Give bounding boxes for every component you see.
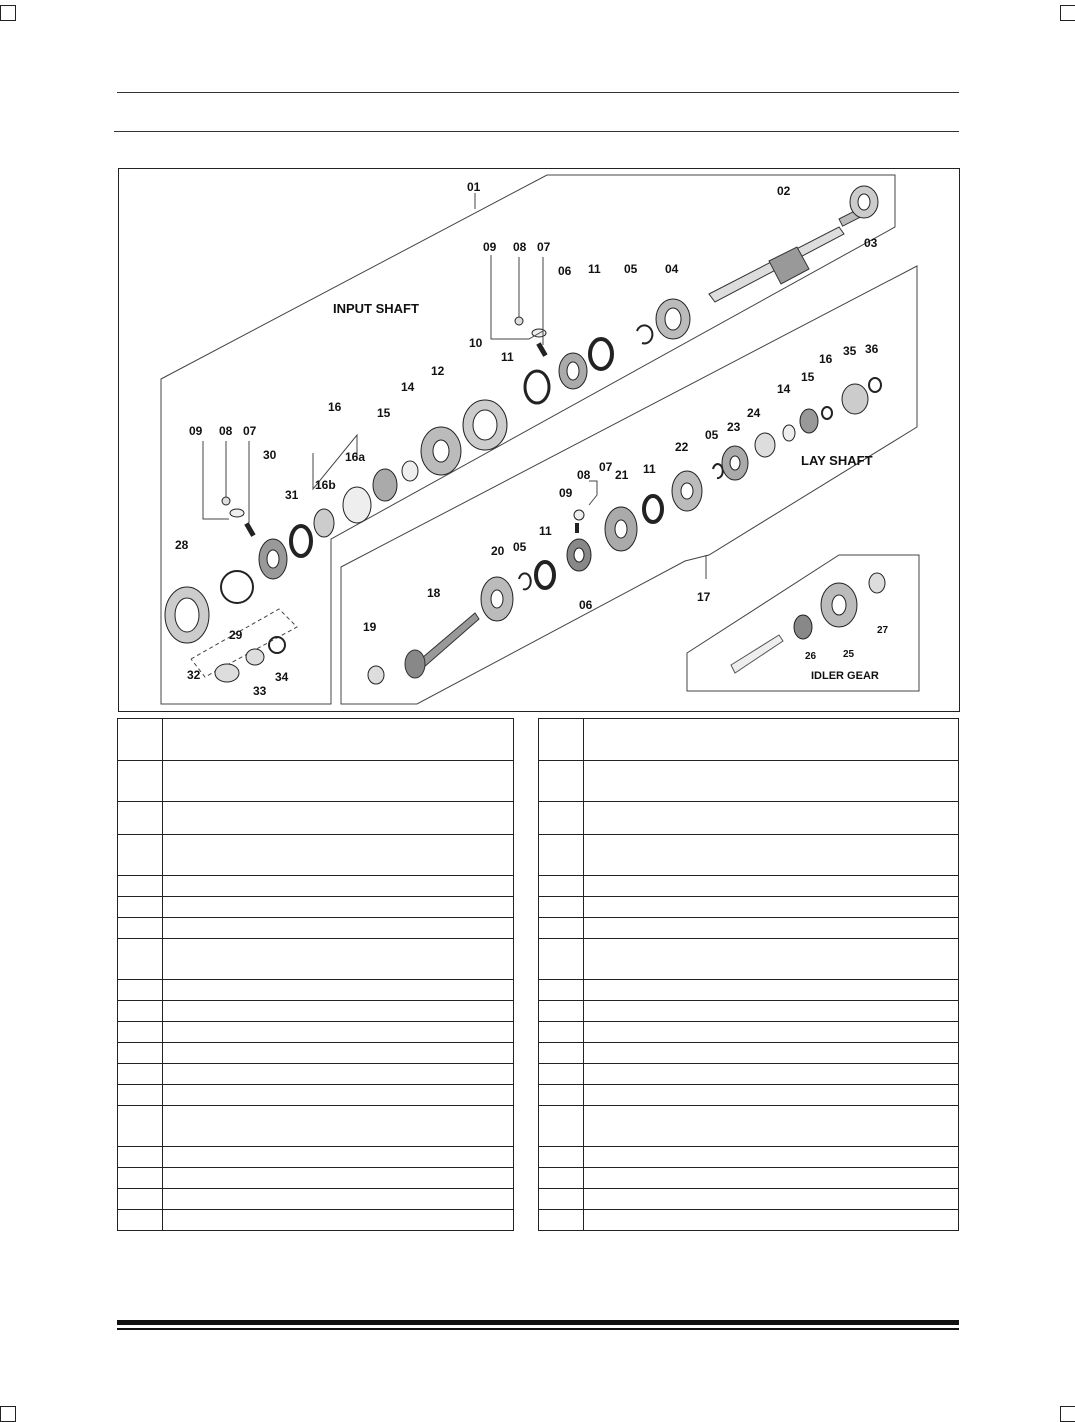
- callout-07: 07: [537, 240, 551, 254]
- callout-34: 34: [275, 670, 289, 684]
- washer-14: [402, 461, 418, 481]
- gear-04: [656, 299, 690, 339]
- bushing-32: [215, 664, 239, 682]
- bearing-15-lay: [800, 409, 818, 433]
- callout-16: 16: [328, 400, 342, 414]
- callout-08b: 08: [219, 424, 233, 438]
- sync-hub-06: [559, 353, 587, 389]
- callout-29: 29: [229, 628, 243, 642]
- footer-rule-thick: [117, 1320, 959, 1325]
- callout-21: 21: [615, 468, 629, 482]
- ring-16-lay: [822, 407, 832, 419]
- callout-31: 31: [285, 488, 299, 502]
- sync-ring-11: [590, 339, 612, 369]
- callout-30: 30: [263, 448, 277, 462]
- idler-gear-25: [821, 583, 857, 627]
- callout-07-lay: 07: [599, 460, 613, 474]
- callout-27: 27: [877, 625, 889, 636]
- ball-08: [515, 317, 523, 325]
- callout-23: 23: [727, 420, 741, 434]
- exploded-diagram: [118, 168, 960, 712]
- callout-11b: 11: [501, 350, 514, 364]
- label-input-shaft: INPUT SHAFT: [333, 301, 419, 316]
- callout-09-lay: 09: [559, 486, 573, 500]
- callout-35: 35: [843, 344, 857, 358]
- lay-shaft-panel: [341, 266, 917, 704]
- gear-12: [421, 427, 461, 475]
- callout-11-lay-b: 11: [643, 462, 656, 476]
- bearing-19: [368, 666, 384, 684]
- callout-01: 01: [467, 180, 481, 194]
- detent-09-lay: [574, 510, 584, 520]
- sync-hub-06-lay: [567, 539, 591, 571]
- callout-11: 11: [588, 262, 601, 276]
- callout-08: 08: [513, 240, 527, 254]
- spring-07: [536, 342, 547, 357]
- crop-mark-bottom-left: [0, 1406, 16, 1422]
- sleeve-28: [165, 587, 209, 643]
- parts-table-left: [117, 718, 514, 1231]
- bushing-27: [869, 573, 885, 593]
- bearing-03: [850, 186, 878, 218]
- lay-shaft-18: [405, 613, 479, 678]
- washer-16a: [343, 487, 371, 523]
- callout-16-lay: 16: [819, 352, 833, 366]
- callout-08-lay: 08: [577, 468, 591, 482]
- sync-ring-11-lay-b: [644, 496, 662, 522]
- callout-05-lay-b: 05: [705, 428, 719, 442]
- callout-36: 36: [865, 342, 879, 356]
- callout-19: 19: [363, 620, 377, 634]
- input-shaft-part: [709, 205, 869, 302]
- parts-table-right: [538, 718, 959, 1231]
- callout-14-lay: 14: [777, 382, 791, 396]
- callout-11-lay: 11: [539, 524, 552, 538]
- circlip-05-lay-b: [713, 464, 723, 478]
- washer-34: [269, 637, 285, 653]
- needle-bearing-26: [794, 615, 812, 639]
- crop-mark-top-right: [1060, 5, 1075, 21]
- nut-36: [869, 378, 881, 392]
- key-09b: [230, 509, 244, 517]
- header-rule-bottom: [114, 131, 959, 132]
- callout-09: 09: [483, 240, 497, 254]
- gear-23: [722, 446, 748, 480]
- bearing-15: [373, 469, 397, 501]
- callout-06-lay: 06: [579, 598, 593, 612]
- callout-10: 10: [469, 336, 483, 350]
- callout-25: 25: [843, 649, 855, 660]
- callout-17: 17: [697, 590, 711, 604]
- callout-09b: 09: [189, 424, 203, 438]
- idler-shaft: [731, 635, 783, 673]
- spring-07b: [244, 522, 255, 537]
- circlip-05-lay: [519, 573, 531, 589]
- callout-04: 04: [665, 262, 679, 276]
- bushing-33: [246, 649, 264, 665]
- callout-20: 20: [491, 544, 505, 558]
- callout-06: 06: [558, 264, 572, 278]
- sleeve-10: [463, 400, 507, 450]
- sync-ring-11-lay: [536, 562, 554, 588]
- callout-33: 33: [253, 684, 267, 698]
- circlip-05: [637, 325, 652, 343]
- spacer-24: [755, 433, 775, 457]
- ring-16b: [314, 509, 334, 537]
- washer-14-lay: [783, 425, 795, 441]
- crop-mark-top-left: [0, 5, 16, 21]
- spring-07-lay: [575, 523, 579, 533]
- footer-rule-thin: [117, 1328, 959, 1330]
- callout-32: 32: [187, 668, 201, 682]
- bearing-35: [842, 384, 868, 414]
- callout-28: 28: [175, 538, 189, 552]
- header-rule-top: [117, 92, 959, 93]
- circlip-29: [221, 571, 253, 603]
- gear-22: [672, 471, 702, 511]
- callout-16a: 16a: [345, 450, 366, 464]
- callout-26: 26: [805, 651, 817, 662]
- gear-20: [481, 577, 513, 621]
- sync-hub-30: [259, 539, 287, 579]
- sync-ring-31: [291, 526, 311, 556]
- callout-12: 12: [431, 364, 445, 378]
- callout-15: 15: [377, 406, 391, 420]
- callout-22: 22: [675, 440, 689, 454]
- callout-05: 05: [624, 262, 638, 276]
- callout-05-lay: 05: [513, 540, 527, 554]
- callout-07b: 07: [243, 424, 257, 438]
- sync-ring-11b: [525, 371, 549, 403]
- callout-15-lay: 15: [801, 370, 815, 384]
- label-lay-shaft: LAY SHAFT: [801, 453, 873, 468]
- ball-08b: [222, 497, 230, 505]
- callout-24: 24: [747, 406, 761, 420]
- callout-03: 03: [864, 236, 878, 250]
- callout-02: 02: [777, 184, 791, 198]
- callout-18: 18: [427, 586, 441, 600]
- crop-mark-bottom-right: [1060, 1406, 1075, 1422]
- callout-14: 14: [401, 380, 415, 394]
- gear-21: [605, 507, 637, 551]
- callout-16b: 16b: [315, 478, 336, 492]
- label-idler-gear: IDLER GEAR: [811, 670, 879, 682]
